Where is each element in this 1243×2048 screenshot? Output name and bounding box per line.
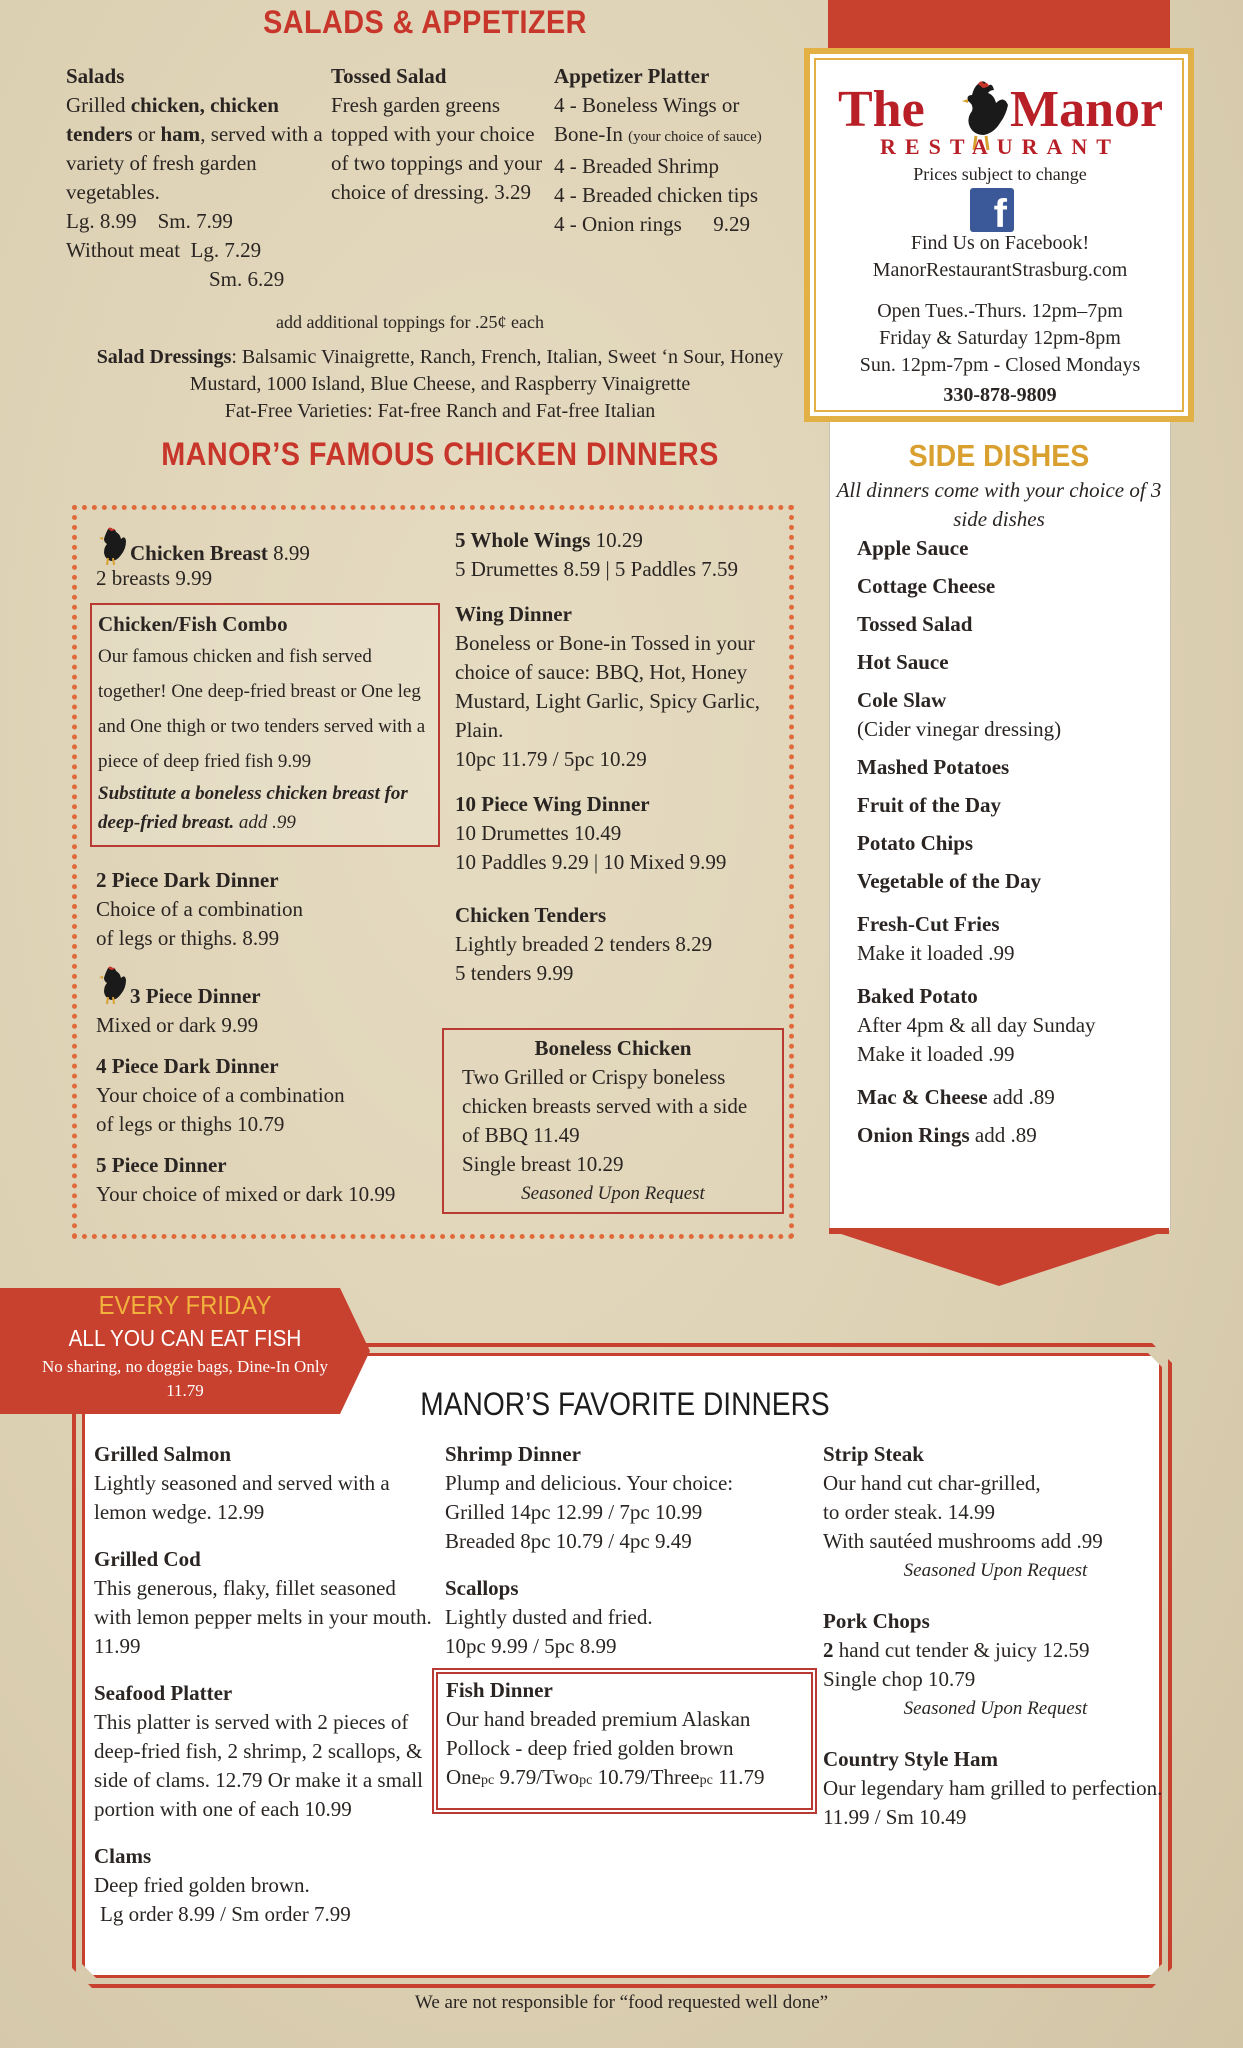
five-piece-item: 5 Piece Dinner Your choice of mixed or dark 10.99: [96, 1153, 396, 1206]
side-dishes-subtitle: All dinners come with your choice of 3 side dishes: [836, 478, 1162, 531]
salad-dressings: Salad Dressings: Balsamic Vinaigrette, Ranch, French, Italian, Sweet ‘n Sour, Honey Mustard, 1000 Island, Blue Cheese, and Raspberry Vinaigrette Fat-Free Varieties: Fat-free Ranch and Fat-free Italian: [96, 346, 784, 422]
side-dish-item: Mac & Cheese add .89: [857, 1085, 1055, 1109]
grilled-cod-item: Grilled Cod This generous, flaky, fillet seasoned with lemon pepper melts in your mouth. 11.99: [94, 1547, 432, 1658]
rooster-icon: [96, 965, 126, 1005]
appetizer-line: 4 - Onion rings 9.29: [554, 212, 750, 236]
favorites-title: MANOR’S FAVORITE DINNERS: [420, 1386, 830, 1422]
find-us-facebook: Find Us on Facebook!: [910, 232, 1090, 254]
phone-number[interactable]: 330-878-9809: [943, 384, 1057, 406]
prices-note: Prices subject to change: [913, 164, 1087, 184]
tossed-salad-heading: Tossed Salad: [331, 64, 447, 88]
favorites-column-2: [445, 1440, 815, 1673]
salads-section-title: SALADS & APPETIZER: [263, 4, 587, 40]
friday-price: 11.79: [166, 1381, 204, 1400]
side-dish-item: Tossed Salad: [857, 612, 973, 636]
side-dish-item: Potato Chips: [857, 831, 974, 855]
side-dish-item: Apple Sauce: [857, 536, 969, 560]
pork-chops-item: Pork Chops 2 hand cut tender & juicy 12.59 Single chop 10.79 Seasoned Upon Request: [823, 1609, 1090, 1719]
four-piece-dark-item: 4 Piece Dark Dinner Your choice of a combination of legs or thighs 10.79: [96, 1054, 345, 1136]
tossed-salad-item: [331, 62, 546, 207]
salads-item: [66, 62, 326, 294]
fish-dinner-box: [436, 1672, 813, 1810]
website-link[interactable]: ManorRestaurantStrasburg.com: [872, 259, 1128, 281]
chicken-left-column: [96, 526, 436, 593]
opening-hours: Open Tues.-Thurs. 12pm–7pm Friday & Saturday 12pm-8pm Sun. 12pm-7pm - Closed Mondays: [859, 300, 1141, 376]
side-panel-arrow: [829, 1230, 1169, 1286]
side-dish-item: Mashed Potatoes: [857, 755, 1010, 779]
chicken-dinners-title: MANOR’S FAMOUS CHICKEN DINNERS: [161, 436, 719, 472]
facebook-icon[interactable]: f: [970, 188, 1014, 232]
friday-title: EVERY FRIDAY: [98, 1290, 272, 1320]
scallops-item: Scallops Lightly dusted and fried. 10pc 9.99 / 5pc 8.99: [445, 1576, 653, 1658]
ten-piece-wing-item: 10 Piece Wing Dinner 10 Drumettes 10.49 10 Paddles 9.29 | 10 Mixed 9.99: [455, 792, 727, 874]
top-red-strip: [828, 0, 1170, 48]
seafood-platter-item: Seafood Platter This platter is served with 2 pieces of deep-fried fish, 2 shrimp, 2 scallops, & side of clams. 12.79 Or make it a small portion with one of each 10.99: [94, 1681, 423, 1821]
side-dish-item: Onion Rings add .89: [857, 1123, 1037, 1147]
favorites-column-1: [94, 1440, 434, 1941]
salads-description: Grilled chicken, chicken tenders or ham, served with a variety of fresh garden vegetables.: [66, 93, 323, 204]
shrimp-dinner-item: Shrimp Dinner Plump and delicious. Your choice: Grilled 14pc 12.99 / 7pc 10.99 Breaded 8pc 10.79 / 4pc 9.49: [445, 1442, 734, 1553]
side-dish-item: Cottage Cheese: [857, 574, 996, 598]
side-dish-item: Vegetable of the Day: [857, 869, 1042, 893]
friday-ayce: ALL YOU CAN EAT FISH: [68, 1325, 302, 1351]
side-dish-item: Fruit of the Day: [857, 793, 1002, 817]
side-dish-item: Baked Potato After 4pm & all day Sunday Make it loaded .99: [857, 984, 1096, 1066]
appetizer-line: 4 - Breaded Shrimp: [554, 154, 720, 178]
boneless-description: Two Grilled or Crispy boneless chicken breasts served with a side of BBQ 11.49: [462, 1065, 748, 1147]
salads-price: Lg. 8.99 Sm. 7.99: [66, 209, 233, 233]
footer-disclaimer: We are not responsible for “food requested well done”: [414, 1992, 829, 2013]
chicken-breast-item: Chicken Breast 8.99 2 breasts 9.99: [96, 526, 436, 593]
boneless-single: Single breast 10.29: [462, 1152, 624, 1176]
boneless-note: Seasoned Upon Request: [521, 1183, 705, 1204]
boneless-heading: Boneless Chicken: [534, 1036, 692, 1060]
fish-dinner-description: Our hand breaded premium Alaskan Pollock - deep fried golden brown: [446, 1707, 751, 1760]
appetizer-line: 4 - Breaded chicken tips: [554, 183, 759, 207]
side-dishes-title: SIDE DISHES: [908, 438, 1090, 473]
whole-wings-item: 5 Whole Wings 10.29 5 Drumettes 8.59 | 5 Paddles 7.59: [455, 528, 739, 581]
logo-manor: Manor: [1010, 81, 1164, 138]
logo-restaurant: RESTAURANT: [880, 134, 1120, 159]
rooster-icon: [96, 526, 126, 566]
side-dishes-list: [857, 534, 1157, 1159]
three-piece-item: 3 Piece Dinner Mixed or dark 9.99: [96, 965, 436, 1040]
chicken-fish-combo-box: [90, 603, 440, 847]
friday-note: No sharing, no doggie bags, Dine-In Only 11.79: [20, 1355, 350, 1403]
fish-dinner-heading: Fish Dinner: [446, 1678, 553, 1702]
tossed-salad-description: Fresh garden greens topped with your choice of two toppings and your choice of dressing. 3.29: [331, 93, 543, 204]
boneless-chicken-box: [442, 1028, 784, 1214]
appetizer-heading: Appetizer Platter: [554, 64, 710, 88]
fat-free-varieties: Fat-Free Varieties: Fat-free Ranch and Fat-free Italian: [224, 400, 656, 422]
fish-dinner-prices: Onepc 9.79/Twopc 10.79/Threepc 11.79: [446, 1765, 765, 1789]
side-dish-item: Fresh-Cut Fries Make it loaded .99: [857, 912, 1015, 965]
chicken-tenders-item: Chicken Tenders Lightly breaded 2 tenders 8.29 5 tenders 9.99: [455, 903, 713, 985]
chicken-right-column: [455, 526, 795, 1000]
side-dish-item: Hot Sauce: [857, 650, 949, 674]
combo-substitute: Substitute a boneless chicken breast for deep-fried breast. add .99: [98, 783, 408, 833]
appetizer-line: Bone-In (your choice of sauce): [554, 122, 762, 146]
combo-heading: Chicken/Fish Combo: [98, 612, 288, 636]
combo-description: Our famous chicken and fish served together! One deep-fried breast or One leg and One thigh or two tenders served with a piece of deep fried fish 9.99: [98, 646, 426, 772]
wing-dinner-item: Wing Dinner Boneless or Bone-in Tossed in your choice of sauce: BBQ, Hot, Honey Mustard, Light Garlic, Spicy Garlic, Plain. 10pc 11.79 / 5pc 10.29: [455, 602, 761, 771]
two-piece-dark-item: 2 Piece Dark Dinner Choice of a combination of legs or thighs. 8.99: [96, 868, 304, 950]
favorites-column-3: [823, 1440, 1168, 1844]
strip-steak-item: Strip Steak Our hand cut char-grilled, to order steak. 14.99 With sautéed mushrooms add .99 Seasoned Upon Request: [823, 1442, 1103, 1581]
toppings-note: add additional toppings for .25¢ each: [276, 312, 544, 332]
chicken-dark-dinners: [96, 866, 436, 1221]
country-ham-item: Country Style Ham Our legendary ham grilled to perfection. 11.99 / Sm 10.49: [823, 1747, 1163, 1829]
salads-no-meat-sm: Sm. 6.29: [209, 267, 285, 291]
appetizer-line: 4 - Boneless Wings or: [554, 93, 740, 117]
logo-the: The: [838, 81, 925, 138]
side-dish-item: Cole Slaw (Cider vinegar dressing): [857, 688, 1062, 741]
clams-item: Clams Deep fried golden brown. Lg order 8.99 / Sm order 7.99: [94, 1844, 351, 1926]
salads-heading: Salads: [66, 64, 125, 88]
appetizer-platter-item: [554, 62, 814, 239]
grilled-salmon-item: Grilled Salmon Lightly seasoned and served with a lemon wedge. 12.99: [94, 1442, 390, 1524]
salads-no-meat-lg: Without meat Lg. 7.29: [66, 238, 262, 262]
facebook-info: [820, 230, 1180, 284]
